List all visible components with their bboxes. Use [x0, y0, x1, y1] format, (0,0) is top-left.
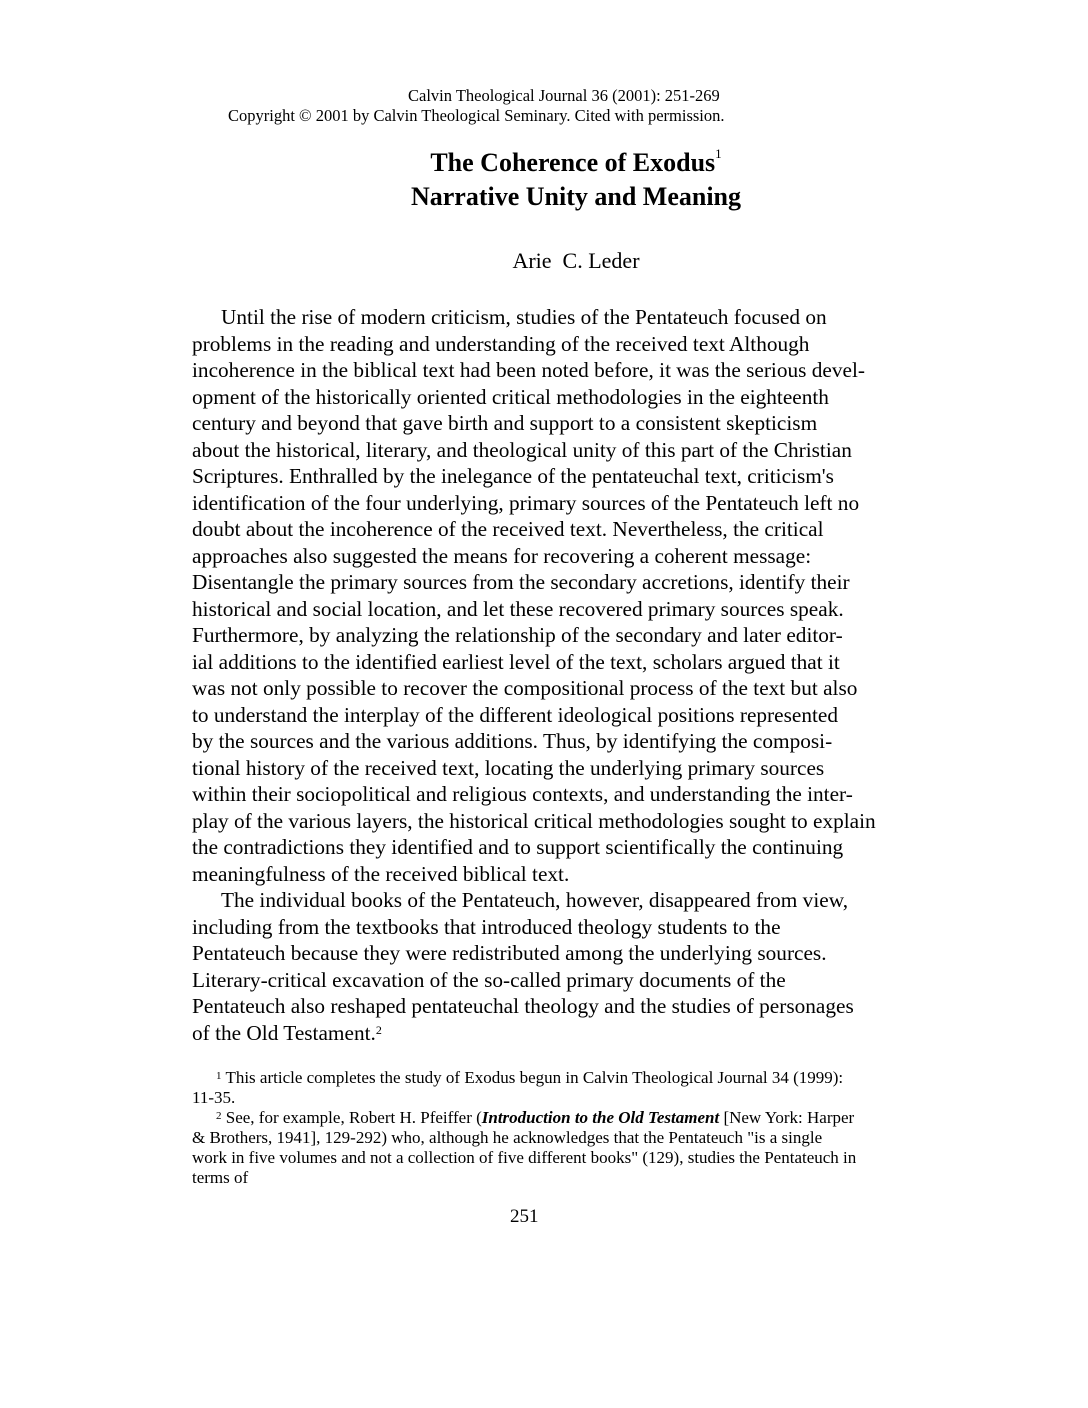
article-subtitle: Narrative Unity and Meaning: [410, 182, 742, 211]
footnote-2-continued: terms of: [192, 1168, 249, 1187]
body-line: Furthermore, by analyzing the relationship of the secondary and later editor-: [192, 623, 843, 647]
journal-citation: Calvin Theological Journal 36 (2001): 251-269: [408, 86, 720, 105]
footnote-1-continued: 11-35.: [192, 1088, 236, 1107]
body-line: doubt about the incoherence of the received text. Nevertheless, the critical: [192, 517, 824, 541]
copyright-notice: Copyright © 2001 by Calvin Theological Seminary. Cited with permission.: [228, 106, 725, 125]
footnote-marker: 2: [216, 1110, 222, 1122]
body-line: about the historical, literary, and theological unity of this part of the Christian: [192, 437, 852, 462]
body-line: including from the textbooks that introduced theology students to the: [192, 914, 781, 939]
body-line: Scriptures. Enthralled by the inelegance of the pentateuchal text, criticism's: [192, 464, 834, 488]
footnote-2-continued: & Brothers, 1941], 129-292) who, although he acknowledges that the Pentateuch "is a single: [192, 1128, 823, 1147]
footnote-text: See, for example, Robert H. Pfeiffer (: [221, 1108, 482, 1127]
body-line: incoherence in the biblical text had been noted before, it was the serious devel-: [192, 358, 865, 382]
body-line: Until the rise of modern criticism, studies of the Pentateuch focused on: [221, 305, 827, 329]
footnote-ref-2[interactable]: 2: [375, 1022, 382, 1037]
footnotes: [192, 1068, 972, 1188]
body-line: identification of the four underlying, primary sources of the Pentateuch left no: [192, 490, 860, 515]
body-line: Literary-critical excavation of the so-called primary documents of the: [192, 967, 786, 992]
body-line: was not only possible to recover the compositional process of the text but also: [192, 676, 858, 700]
body-line: meaningfulness of the received biblical text.: [192, 861, 570, 886]
body-line: by the sources and the various additions. Thus, by identifying the composi-: [192, 729, 833, 753]
footnote-1: [192, 1068, 972, 1088]
body-line: approaches also suggested the means for recovering a coherent message:: [192, 543, 812, 568]
page-number: 251: [510, 1206, 539, 1227]
body-line: problems in the reading and understanding of the received text Although: [192, 331, 810, 356]
body-line: [192, 1020, 952, 1047]
body-line: Disentangle the primary sources from the secondary accretions, identify their: [192, 570, 850, 594]
footnote-text: This article completes the study of Exodus begun in Calvin Theological Journal 34 (1999):: [221, 1068, 844, 1087]
body-line: tional history of the received text, locating the underlying primary sources: [192, 755, 825, 780]
footnote-text: [New York: Harper: [719, 1108, 855, 1127]
body-line: within their sociopolitical and religious contexts, and understanding the inter-: [192, 782, 853, 806]
body-line-text: of the Old Testament.: [192, 1020, 376, 1045]
footnote-ref-1[interactable]: 1: [715, 146, 722, 161]
body-line: ial additions to the identified earliest level of the text, scholars argued that it: [192, 649, 840, 674]
body-line: to understand the interplay of the different ideological positions represented: [192, 702, 839, 727]
body-line: play of the various layers, the historical critical methodologies sought to explain: [192, 808, 876, 833]
cited-book-title: Introduction to the Old Testament: [481, 1108, 720, 1127]
article-title-text: The Coherence of Exodus: [430, 148, 716, 177]
body-line: Pentateuch also reshaped pentateuchal theology and the studies of personages: [192, 994, 854, 1018]
author-name: Arie C. Leder: [512, 248, 640, 273]
body-line: The individual books of the Pentateuch, however, disappeared from view,: [221, 888, 849, 912]
body-line: historical and social location, and let these recovered primary sources speak.: [192, 596, 844, 621]
footnote-2-continued: work in five volumes and not a collection of five different books" (129), studies the Pentateuch in: [192, 1148, 857, 1167]
body-line: the contradictions they identified and to support scientifically the continuing: [192, 835, 844, 859]
footnote-marker: 1: [216, 1070, 222, 1082]
article-title: [0, 148, 1088, 178]
body-line: Pentateuch because they were redistributed among the underlying sources.: [192, 941, 827, 965]
footnote-2: [192, 1108, 972, 1128]
article-body: [192, 304, 952, 1046]
body-line: century and beyond that gave birth and support to a consistent skepticism: [192, 411, 818, 435]
body-line: opment of the historically oriented critical methodologies in the eighteenth: [192, 384, 829, 409]
